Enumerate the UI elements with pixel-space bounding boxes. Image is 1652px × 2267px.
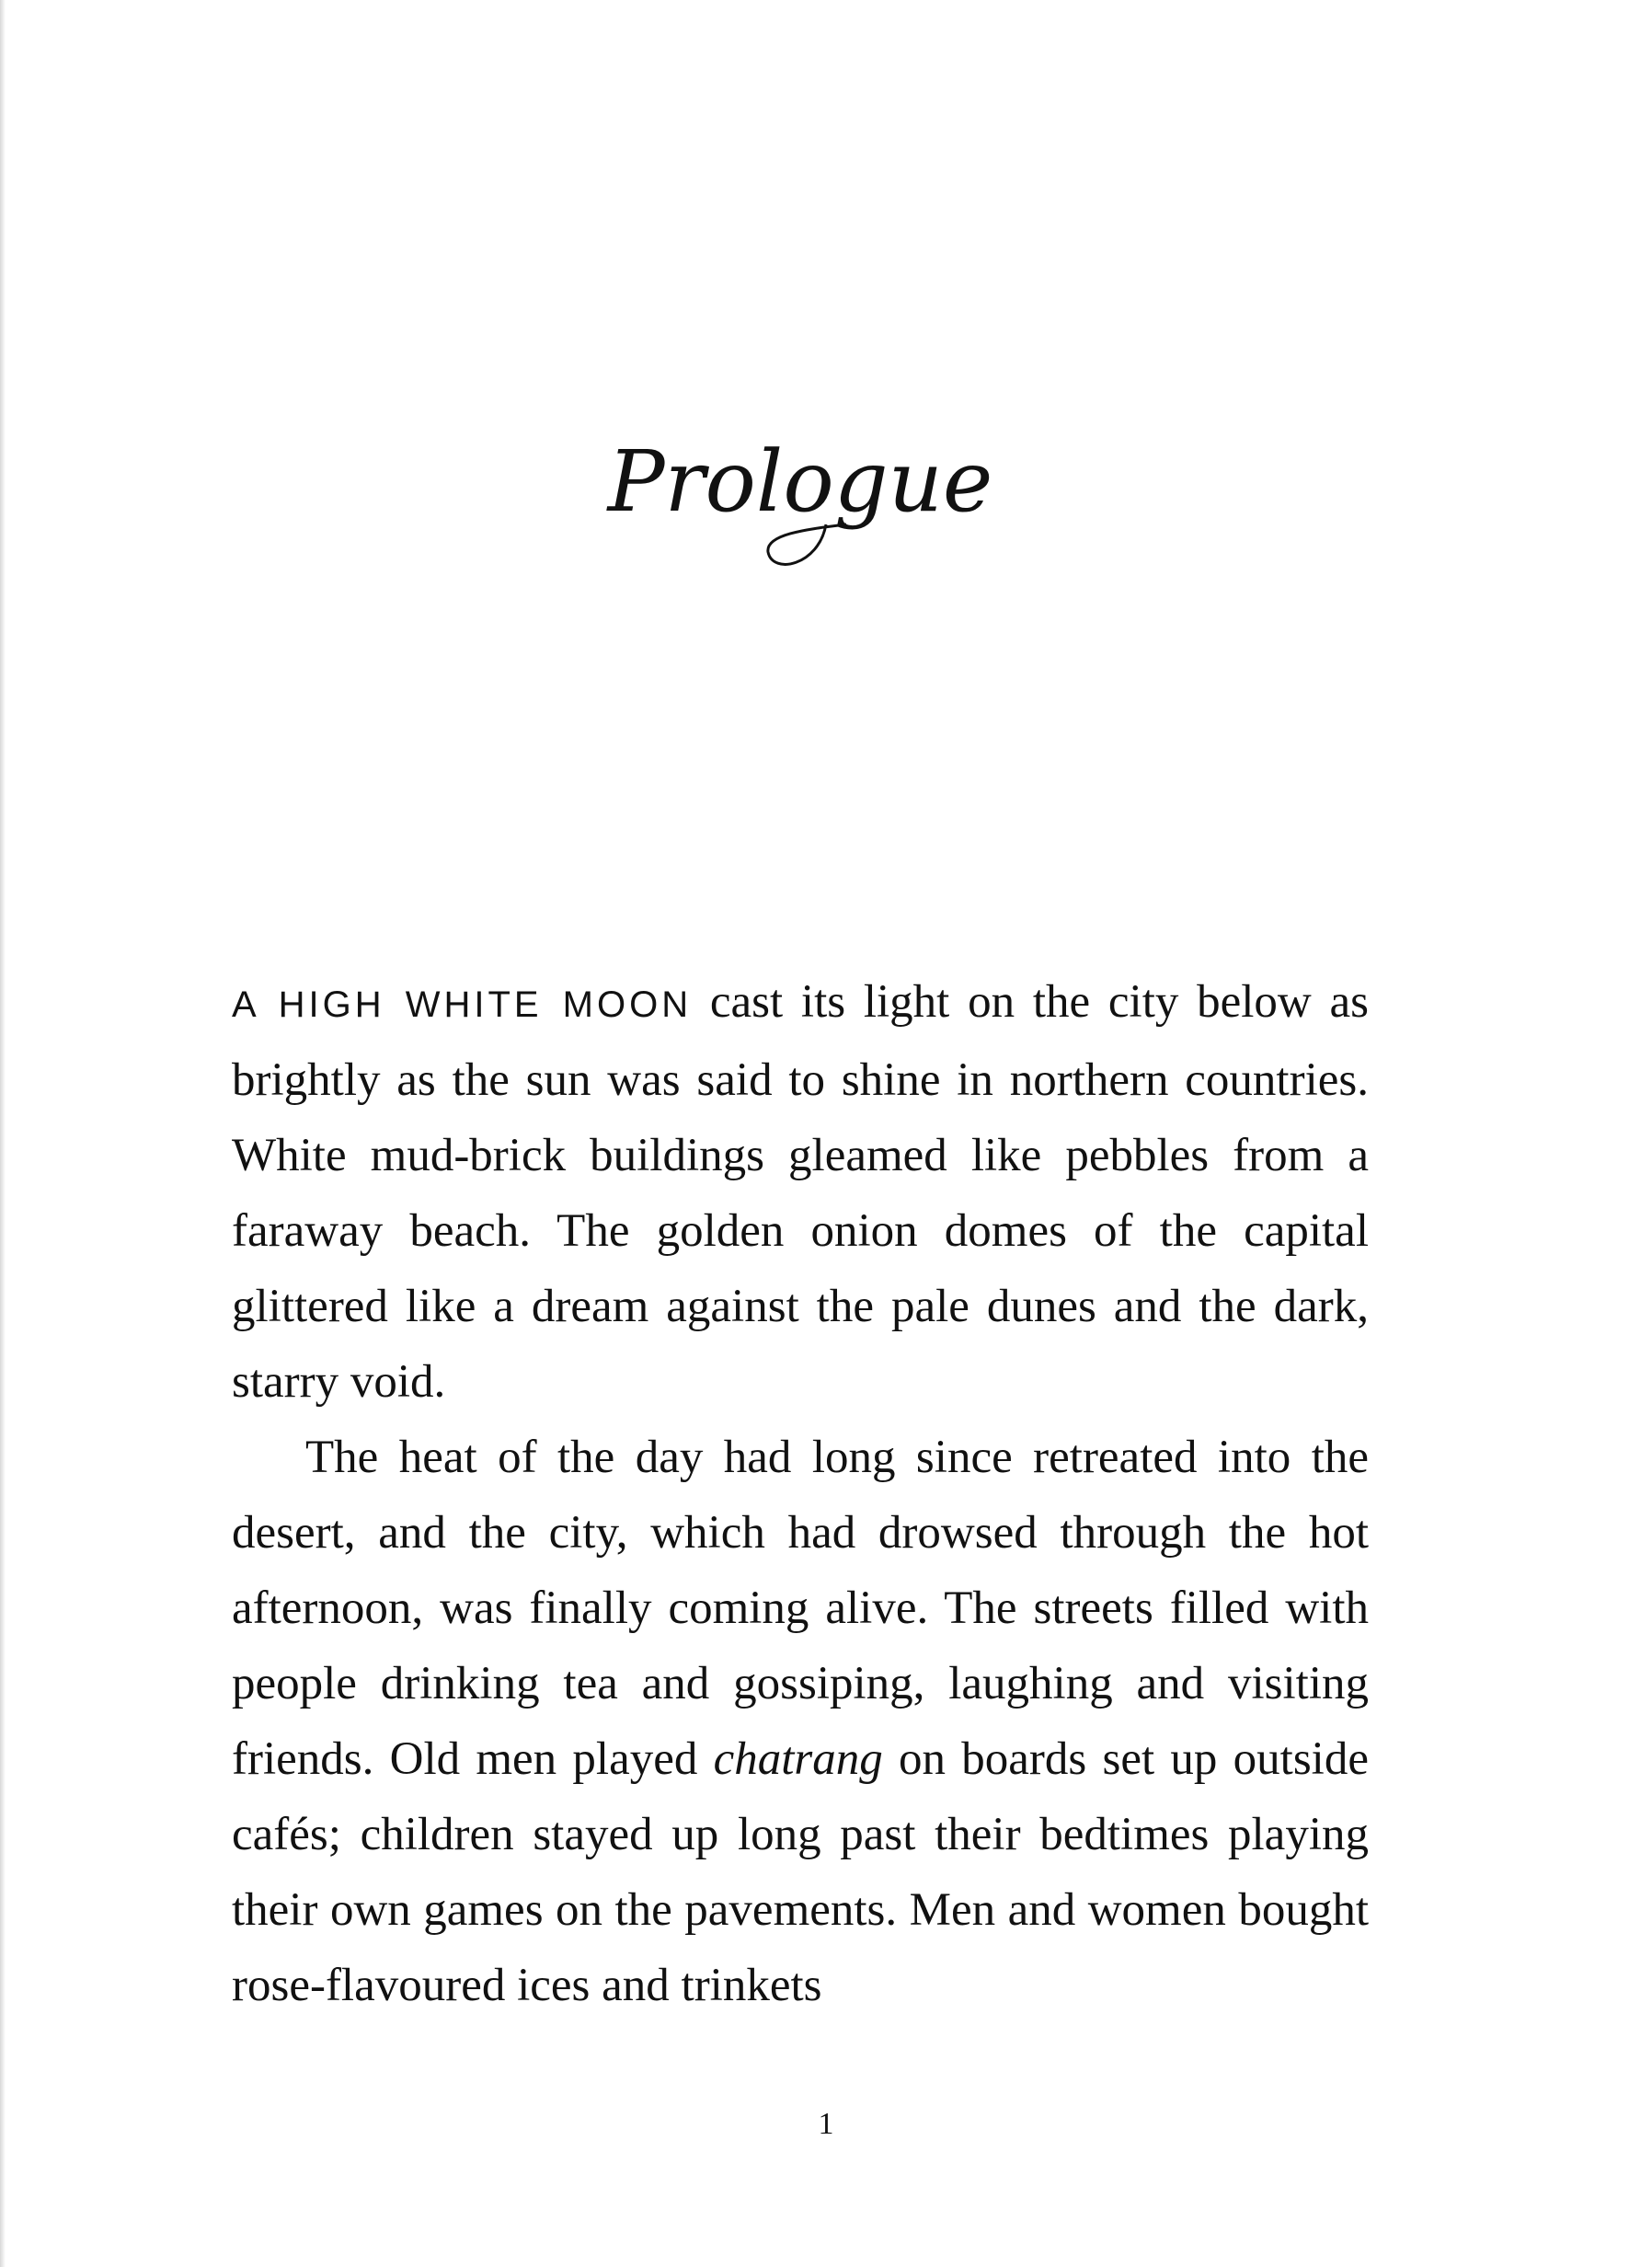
italic-word: chatrang bbox=[713, 1733, 883, 1785]
page-number: 1 bbox=[818, 2107, 834, 2141]
title-text: Prologue bbox=[607, 432, 993, 531]
paragraph-1 bbox=[232, 964, 1369, 1420]
body-text bbox=[232, 964, 1369, 2023]
paragraph-2-text-after: on boards set up outside cafés; children stayed up long past their bedtimes playing their own games on the pavements. Men and women bought rose-flavoured ices and trinkets bbox=[232, 1733, 1369, 2011]
paragraph-2-text-before: The heat of the day had long since retreated into the desert, and the city, which had drowsed through the hot afternoon, was finally coming alive. The streets filled with people drinking tea and gossiping, laughing and visiting friends. Old men played bbox=[232, 1432, 1369, 1785]
chapter-title bbox=[570, 414, 1030, 598]
paragraph-2 bbox=[232, 1420, 1369, 2023]
prologue-script-heading bbox=[570, 414, 1030, 598]
page-edge-shadow bbox=[0, 0, 6, 2267]
lead-in-smallcaps: A HIGH WHITE MOON bbox=[232, 984, 693, 1025]
paragraph-1-text: cast its light on the city below as brightly as the sun was said to shine in northern countries. White mud-brick buildings gleamed like pebbles from a faraway beach. The golden onion domes of the capital glittered like a dream against the pale dunes and the dark, starry void. bbox=[232, 976, 1369, 1408]
